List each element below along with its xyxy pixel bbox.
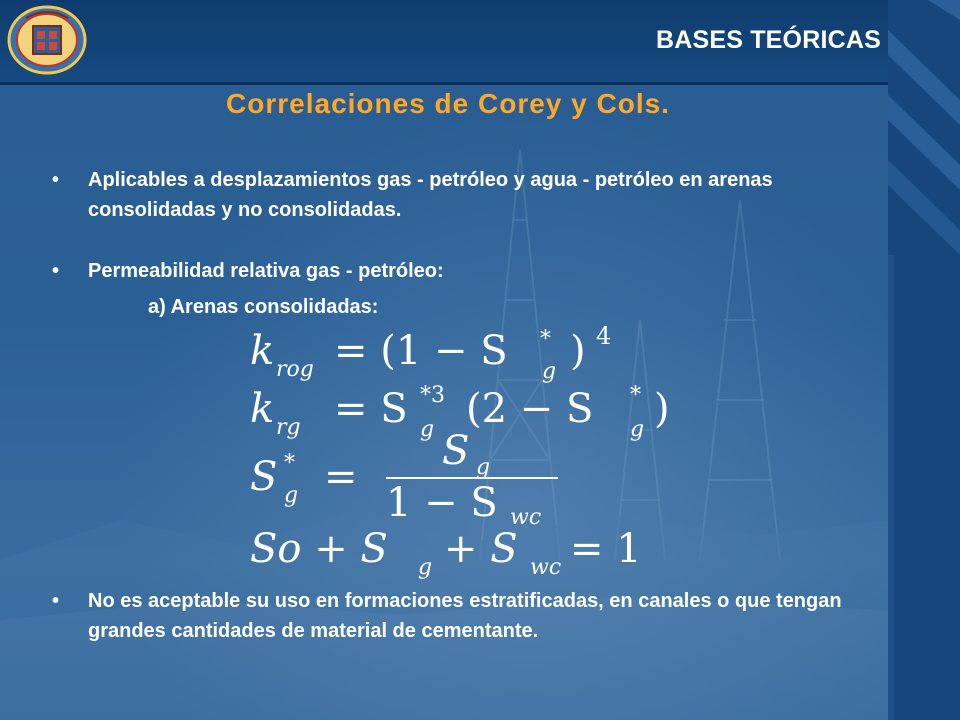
eq-subscript: g [284, 483, 299, 508]
bullet-item [52, 256, 862, 286]
eq-rhs: = (1 − S [334, 328, 508, 374]
eq-lhs: So + S [250, 526, 388, 572]
eq-subscript: g [418, 555, 433, 580]
bullet-text: No es aceptable su uso en formaciones estratificadas, en canales o que tengan grandes cantidades de material de cementante. [88, 590, 842, 642]
bullet-icon: • [52, 260, 60, 282]
eq-subscript: g [476, 455, 491, 480]
eq-tail: ) [654, 386, 670, 432]
eq-numerator: S [442, 428, 470, 474]
chevron-pattern-icon [888, 0, 960, 720]
eq-equals: = [324, 454, 358, 500]
equation-krog [250, 322, 611, 384]
eq-subscript: wc [510, 505, 542, 530]
bullet-text: Aplicables a desplazamientos gas - petróleo y agua - petróleo en arenas consolidadas y no consolidadas. [88, 169, 773, 221]
eq-symbol: S [250, 454, 278, 500]
eq-rhs: = S [334, 386, 408, 432]
slide-title: Correlaciones de Corey y Cols. [226, 88, 670, 119]
equation-saturation-sum [250, 526, 642, 580]
eq-denominator: 1 − S [386, 480, 498, 526]
university-seal-icon [6, 4, 88, 76]
header-bar [0, 0, 895, 85]
equation-sg-normalized [250, 428, 558, 530]
eq-result: = 1 [570, 526, 642, 572]
eq-superscript: * [630, 383, 641, 408]
eq-superscript: * [284, 451, 295, 476]
eq-term: + S [444, 526, 518, 572]
eq-subscript: rg [276, 415, 301, 440]
bullet-item [52, 165, 862, 225]
decorative-side-band [888, 0, 960, 720]
eq-superscript: * [540, 327, 551, 352]
eq-exponent: 4 [596, 322, 612, 350]
eq-subscript: g [420, 417, 435, 442]
sub-item-consolidated-sands: a) Arenas consolidadas: [148, 296, 379, 318]
bullet-text: Permeabilidad relativa gas - petróleo: [88, 260, 444, 282]
bullet-icon: • [52, 169, 60, 191]
eq-symbol: k [250, 328, 275, 374]
equation-block [240, 318, 700, 588]
section-title: BASES TEÓRICAS [655, 26, 881, 54]
bullet-item [52, 586, 862, 646]
eq-symbol: k [250, 386, 275, 432]
eq-subscript: g [630, 417, 645, 442]
eq-tail: ) [570, 328, 586, 374]
eq-subscript: rog [276, 357, 314, 382]
eq-subscript: wc [530, 555, 562, 580]
bullet-icon: • [52, 590, 60, 612]
eq-middle: (2 − S [466, 386, 594, 432]
eq-subscript: g [542, 359, 557, 384]
eq-superscript: *3 [420, 383, 445, 408]
